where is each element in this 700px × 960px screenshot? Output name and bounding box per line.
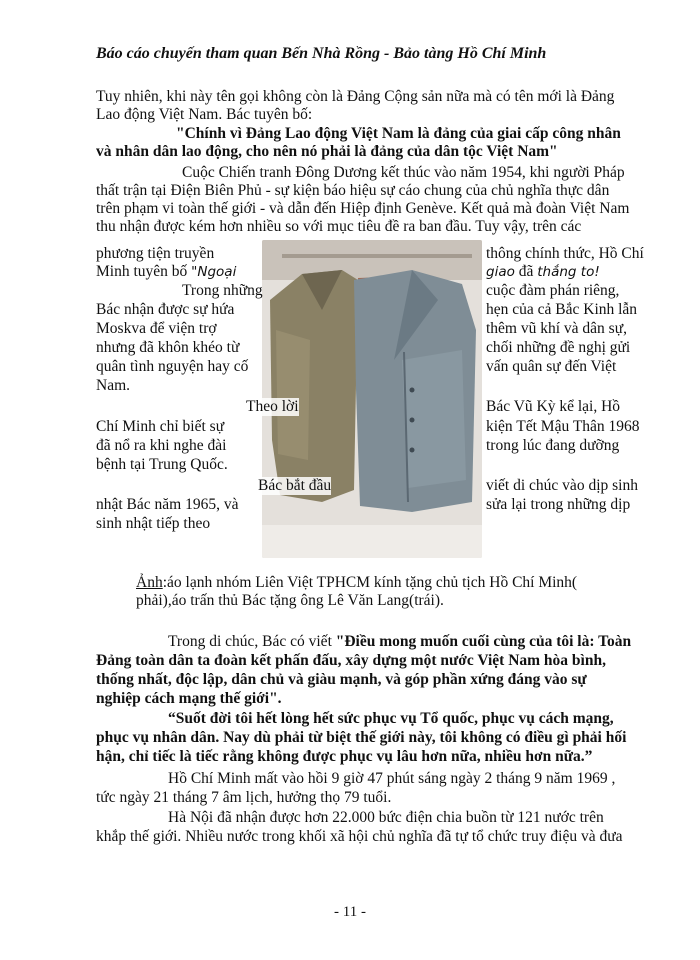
paragraph-line: Cuộc Chiến tranh Đông Dương kết thúc vào năm 1954, khi người Pháp [182, 164, 625, 181]
wrap-line-right: giao đã thắng to! [486, 263, 600, 280]
wrap-line-right: chối những đề nghị gửi [486, 339, 631, 356]
quote-line: hận, chỉ tiếc là tiếc rằng không được phục vụ lâu hơn nữa, nhiều hơn nữa.” [96, 748, 593, 765]
wrap-line-right: cuộc đàm phán riêng, [486, 282, 620, 299]
wrap-line-right: hẹn của cả Bắc Kinh lẫn [486, 301, 638, 318]
paragraph-line: thống nhất, độc lập, dân chủ và giàu mạnh, và góp phần xứng đáng vào sự [96, 671, 587, 688]
photo-caption: Ảnh:áo lạnh nhóm Liên Việt TPHCM kính tặng chủ tịch Hồ Chí Minh( [136, 574, 578, 591]
photo-caption: phải),áo trấn thủ Bác tặng ông Lê Văn Lang(trái). [136, 592, 444, 609]
quote-line: "Chính vì Đảng Lao động Việt Nam là đảng của giai cấp công nhân [176, 125, 621, 142]
wrap-line-left: sinh nhật tiếp theo [96, 515, 211, 532]
wrap-line-left: bệnh tại Trung Quốc. [96, 456, 228, 473]
wrap-line-left: quân tình nguyện hay cố [96, 358, 249, 375]
wrap-line-left: đã nổ ra khi nghe đài [96, 437, 227, 454]
wrap-line-right: vấn quân sự đến Việt [486, 358, 617, 375]
quote-line: và nhân dân lao động, cho nên nó phải là đảng của dân tộc Việt Nam" [96, 143, 558, 160]
paragraph-line: nghiệp cách mạng thế giới". [96, 690, 282, 707]
wrap-line-left: Moskva để viện trợ [96, 320, 217, 337]
wrap-line-left: Chí Minh chỉ biết sự [96, 418, 225, 435]
quote-line: phục vụ nhân dân. Nay dù phải từ biệt thế giới này, tôi không có điều gì phải hối [96, 729, 627, 746]
wrap-line-left: nhật Bác năm 1965, và [96, 496, 239, 513]
wrap-line-left: Bác nhận được sự hứa [96, 301, 235, 318]
wrap-line-mid: Bác bắt đầu [258, 477, 332, 494]
wrap-line-right: viết di chúc vào dịp sinh [486, 477, 638, 494]
paragraph-line: trên phạm vi toàn thế giới - và dẫn đến Hiệp định Genève. Kết quả mà đoàn Việt Nam [96, 200, 630, 217]
page-number: - 11 - [334, 904, 366, 920]
wrap-line-left: Minh tuyên bố "Ngoại [96, 263, 237, 280]
paragraph-line: thu nhận được kém hơn nhiều so với mục tiêu đề ra ban đầu. Tuy vậy, trên các [96, 218, 582, 235]
paragraph-line: Tuy nhiên, khi này tên gọi không còn là Đảng Cộng sản nữa mà có tên mới là Đảng [96, 88, 615, 105]
wrap-line-mid: Theo lời [246, 398, 299, 415]
paragraph-line: Hà Nội đã nhận được hơn 22.000 bức điện chia buồn từ 121 nước trên [168, 809, 604, 826]
paragraph-line: khắp thế giới. Nhiều nước trong khối xã hội chủ nghĩa đã tự tổ chức truy điệu và đưa [96, 828, 623, 845]
paragraph-line: Trong di chúc, Bác có viết "Điều mong muốn cuối cùng của tôi là: Toàn [168, 633, 632, 650]
wrap-line-right: trong lúc đang dưỡng [486, 437, 620, 454]
quote-line: “Suốt đời tôi hết lòng hết sức phục vụ Tổ quốc, phục vụ cách mạng, [168, 710, 614, 727]
wrap-line-left: phương tiện truyền [96, 245, 215, 262]
wrap-line-right: kiện Tết Mậu Thân 1968 [486, 418, 640, 435]
wrap-line-right: thông chính thức, Hồ Chí [486, 245, 644, 262]
wrap-line-right: thêm vũ khí và dân sự, [486, 320, 627, 337]
page-header-title: Báo cáo chuyến tham quan Bến Nhà Rồng - Bảo tàng Hồ Chí Minh [96, 45, 547, 62]
wrap-line-right: Bác Vũ Kỳ kể lại, Hồ [486, 398, 621, 415]
paragraph-line: tức ngày 21 tháng 7 âm lịch, hưởng thọ 79 tuổi. [96, 789, 392, 806]
paragraph-line: thất trận tại Điện Biên Phủ - sự kiện báo hiệu sự cáo chung của chủ nghĩa thực dân [96, 182, 610, 199]
wrap-line-left: Trong những [182, 282, 263, 299]
paragraph-line: Lao động Việt Nam. Bác tuyên bố: [96, 106, 313, 123]
paragraph-line: Đảng toàn dân ta đoàn kết phấn đấu, xây dựng một nước Việt Nam hòa bình, [96, 652, 606, 669]
paragraph-line: Hồ Chí Minh mất vào hồi 9 giờ 47 phút sáng ngày 2 tháng 9 năm 1969 , [168, 770, 616, 787]
wrap-line-left: Nam. [96, 377, 131, 394]
wrap-line-left: nhưng đã khôn khéo từ [96, 339, 240, 356]
wrap-line-right: sửa lại trong những dịp [486, 496, 631, 513]
